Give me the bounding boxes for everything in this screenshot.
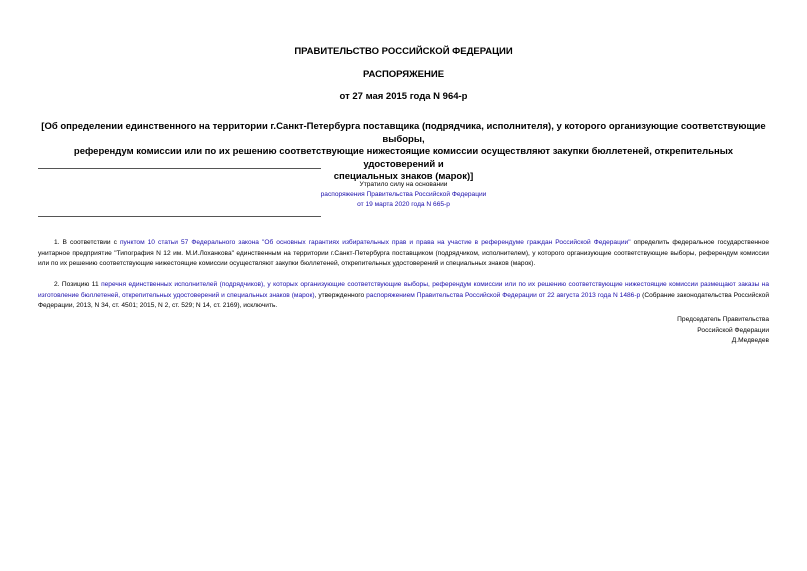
signature-organization: Российской Федерации [697, 326, 769, 334]
repeal-notice-link-line[interactable]: распоряжения Правительства Российской Федерации [320, 191, 487, 198]
government-heading: ПРАВИТЕЛЬСТВО РОССИЙСКОЙ ФЕДЕРАЦИИ [294, 46, 513, 57]
document-title-line: [Об определении единственного на территории г.Санкт-Петербурга поставщика (подрядчика, исполнителя), у которого организующие соответствующие выборы, [41, 121, 766, 145]
paragraph-text: , утвержденного [314, 291, 367, 299]
paragraph-text: (Собрание законодательства Российской Федерации, 2013, N 34, ст. 4501; 2015, N 2, ст. 529; N 14, ст. 2169), исключить. [38, 291, 769, 310]
executors-list-link[interactable]: перечня единственных исполнителей (подрядчиков), у которых организующие соответствующие выборы, референдум комиссии или по их решению соответствующие нижестоящие комиссии размещают заказы на изготовление бюллетеней, открепительных удостоверений и специальных знаков (марок) [38, 281, 769, 299]
paragraph-text: 2. Позицию 11 [54, 281, 102, 288]
paragraph-text: определить федеральное государственное унитарное предприятие "Типография N 12 им. М.И.Лоханкова" единственным на территории г.Санкт-Петербурга поставщиком (подрядчиком, исполнителем), у которого организующие соответствующие выборы, референдум комиссии или по их решению соответствующие нижестоящие комиссии осуществляют закупки бюллетеней, открепительных удостоверений и специальных знаков (марок). [38, 239, 769, 268]
signature-name: Д.Медведев [731, 337, 769, 344]
law-article-link[interactable]: пунктом 10 статьи 57 Федерального закона "Об основных гарантиях избирательных прав и права на участие в референдуме граждан Российской Федерации" [119, 239, 631, 246]
repeal-notice-text: Утратило силу на основании [359, 181, 448, 188]
government-order-link[interactable]: распоряжением Правительства Российской Федерации от 22 августа 2013 года N 1486-р [366, 291, 641, 299]
signature-position: Председатель Правительства [677, 316, 769, 323]
document-date-number: от 27 мая 2015 года N 964-р [339, 91, 468, 102]
document-title [38, 121, 769, 184]
repeal-notice-link-line[interactable]: от 19 марта 2020 года N 665-р [357, 201, 450, 208]
repeal-notice [228, 180, 579, 210]
repeal-notice-link[interactable] [228, 190, 579, 210]
divider-top [38, 168, 321, 169]
document-title-line: референдум комиссии или по их решению соответствующие нижестоящие комиссии осуществляют закупки бюллетеней, открепительных удостоверений и [73, 146, 734, 170]
document-title-line: специальных знаков (марок)] [333, 171, 474, 182]
paragraph-1 [38, 238, 769, 270]
signature-block [569, 315, 769, 347]
divider-bottom [38, 216, 321, 217]
paragraph-2 [38, 280, 769, 312]
document-type-heading: РАСПОРЯЖЕНИЕ [362, 69, 445, 80]
paragraph-text: 1. В соответствии с [54, 239, 120, 246]
